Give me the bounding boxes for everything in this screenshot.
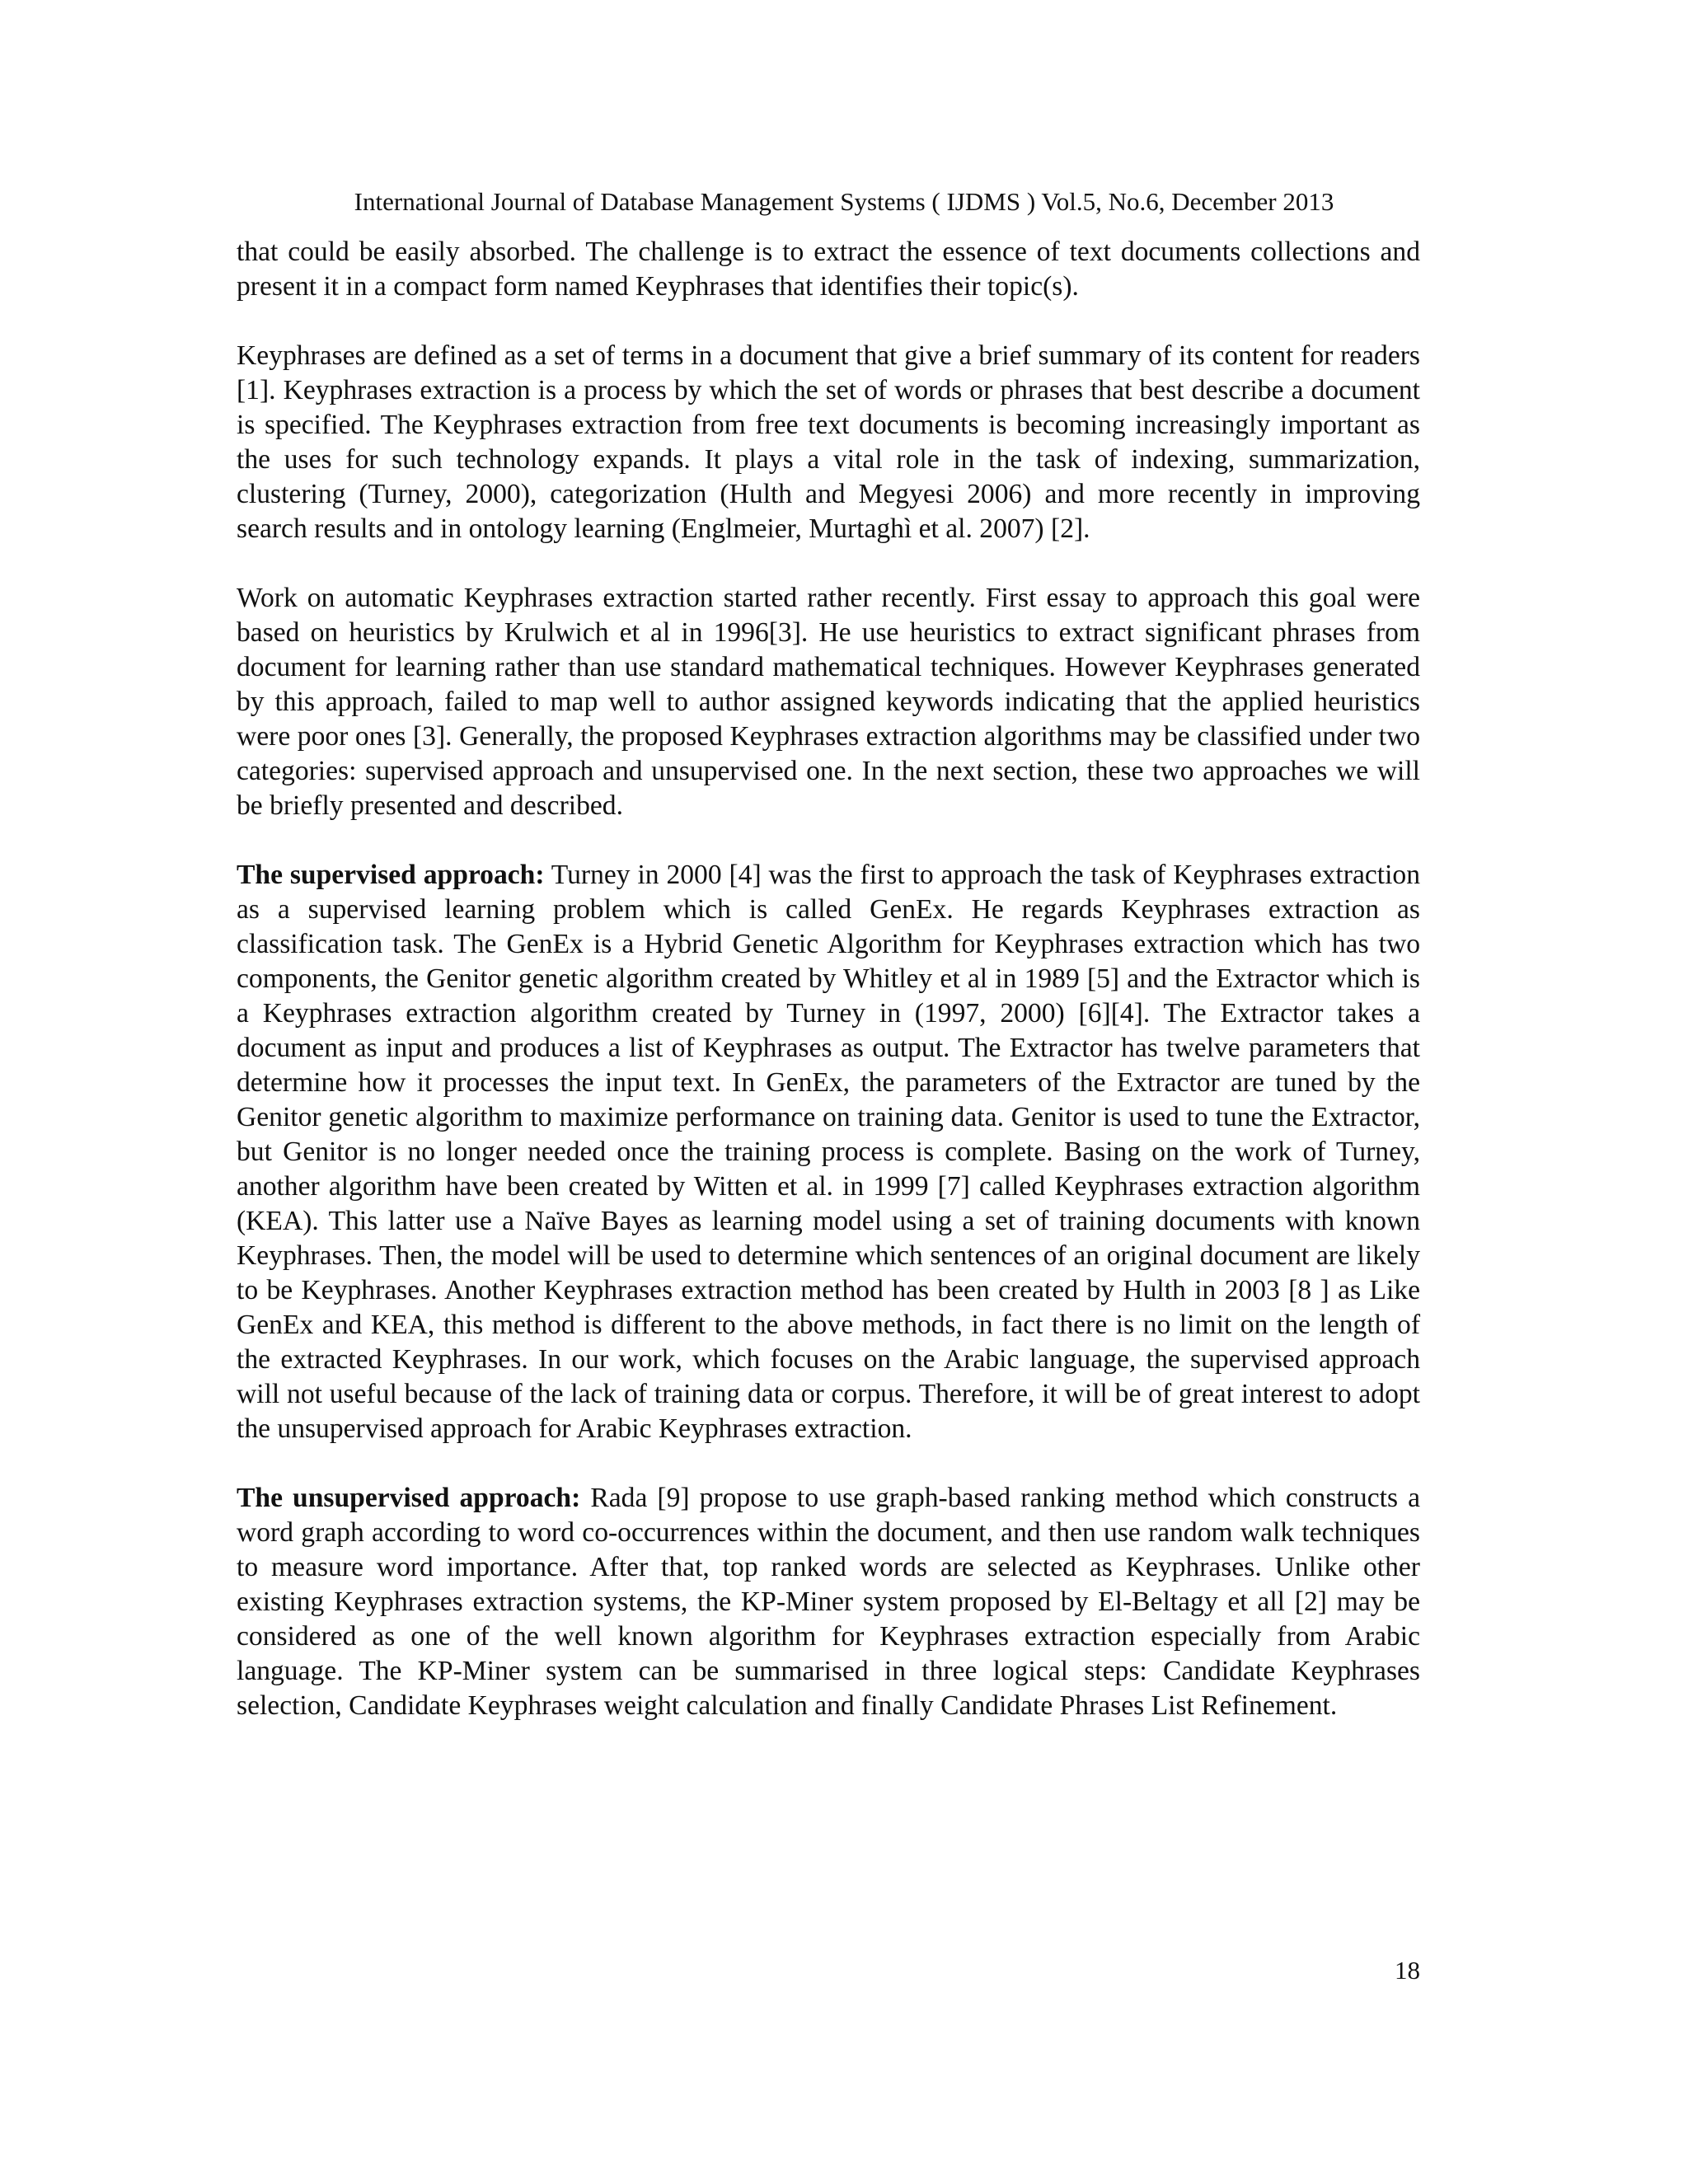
paragraph-history	[237, 581, 1420, 823]
article-body	[237, 235, 1420, 1758]
paragraph-unsupervised-approach	[237, 1481, 1420, 1723]
paragraph-text: Rada [9] propose to use graph-based ranking method which constructs a word graph according to word co-occurrences within the document, and then use random walk techniques to measure word importance. After that, top ranked words are selected as Keyphrases. Unlike other existing Keyphrases extraction systems, the KP-Miner system proposed by El-Beltagy et all [2] may be considered as one of the well known algorithm for Keyphrases extraction especially from Arabic language. The KP-Miner system can be summarised in three logical steps: Candidate Keyphrases selection, Candidate Keyphrases weight calculation and finally Candidate Phrases List Refinement.	[237, 1483, 1421, 1721]
paragraph-text: Keyphrases are defined as a set of terms in a document that give a brief summary of its content for readers [1]. Keyphrases extraction is a process by which the set of words or phrases that best describe a document is specified. The Keyphrases extraction from free text documents is becoming increasingly important as the uses for such technology expands. It plays a vital role in the task of indexing, summarization, clustering (Turney, 2000), categorization (Hulth and Megyesi 2006) and more recently in improving search results and in ontology learning (Englmeier, Murtaghì et al. 2007) [2].	[237, 340, 1420, 544]
paragraph-text: that could be easily absorbed. The challenge is to extract the essence of text documents collections and present it in a compact form named Keyphrases that identifies their topic(s).	[237, 237, 1420, 302]
paragraph-text: Work on automatic Keyphrases extraction started rather recently. First essay to approach this goal were based on heuristics by Krulwich et al in 1996[3]. He use heuristics to extract significant phrases from document for learning rather than use standard mathematical techniques. However Keyphrases generated by this approach, failed to map well to author assigned keywords indicating that the applied heuristics were poor ones [3]. Generally, the proposed Keyphrases extraction algorithms may be classified under two categories: supervised approach and unsupervised one. In the next section, these two approaches we will be briefly presented and described.	[237, 583, 1420, 821]
paragraph-keyphrases-definition	[237, 339, 1420, 546]
paragraph-lead-heading: The unsupervised approach:	[237, 1483, 581, 1513]
journal-header: International Journal of Database Management Systems ( IJDMS ) Vol.5, No.6, December 2013	[354, 187, 1334, 216]
paragraph-text: Turney in 2000 [4] was the first to approach the task of Keyphrases extraction as a supervised learning problem which is called GenEx. He regards Keyphrases extraction as classification task. The GenEx is a Hybrid Genetic Algorithm for Keyphrases extraction which has two components, the Genitor genetic algorithm created by Whitley et al in 1989 [5] and the Extractor which is a Keyphrases extraction algorithm created by Turney in (1997, 2000) [6][4]. The Extractor takes a document as input and produces a list of Keyphrases as output. The Extractor has twelve parameters that determine how it processes the input text. In GenEx, the parameters of the Extractor are tuned by the Genitor genetic algorithm to maximize performance on training data. Genitor is used to tune the Extractor, but Genitor is no longer needed once the training process is complete. Basing on the work of Turney, another algorithm have been created by Witten et al. in 1999 [7] called Keyphrases extraction algorithm (KEA). This latter use a Naïve Bayes as learning model using a set of training documents with known Keyphrases. Then, the model will be used to determine which sentences of an original document are likely to be Keyphrases. Another Keyphrases extraction method has been created by Hulth in 2003 [8 ] as Like GenEx and KEA, this method is different to the above methods, in fact there is no limit on the length of the extracted Keyphrases. In our work, which focuses on the Arabic language, the supervised approach will not useful because of the lack of training data or corpus. Therefore, it will be of great interest to adopt the unsupervised approach for Arabic Keyphrases extraction.	[237, 860, 1420, 1444]
paragraph-lead-heading: The supervised approach:	[237, 860, 545, 890]
page-number: 18	[1395, 1956, 1420, 1985]
paragraph-continuation	[237, 235, 1420, 304]
paragraph-supervised-approach	[237, 858, 1420, 1446]
